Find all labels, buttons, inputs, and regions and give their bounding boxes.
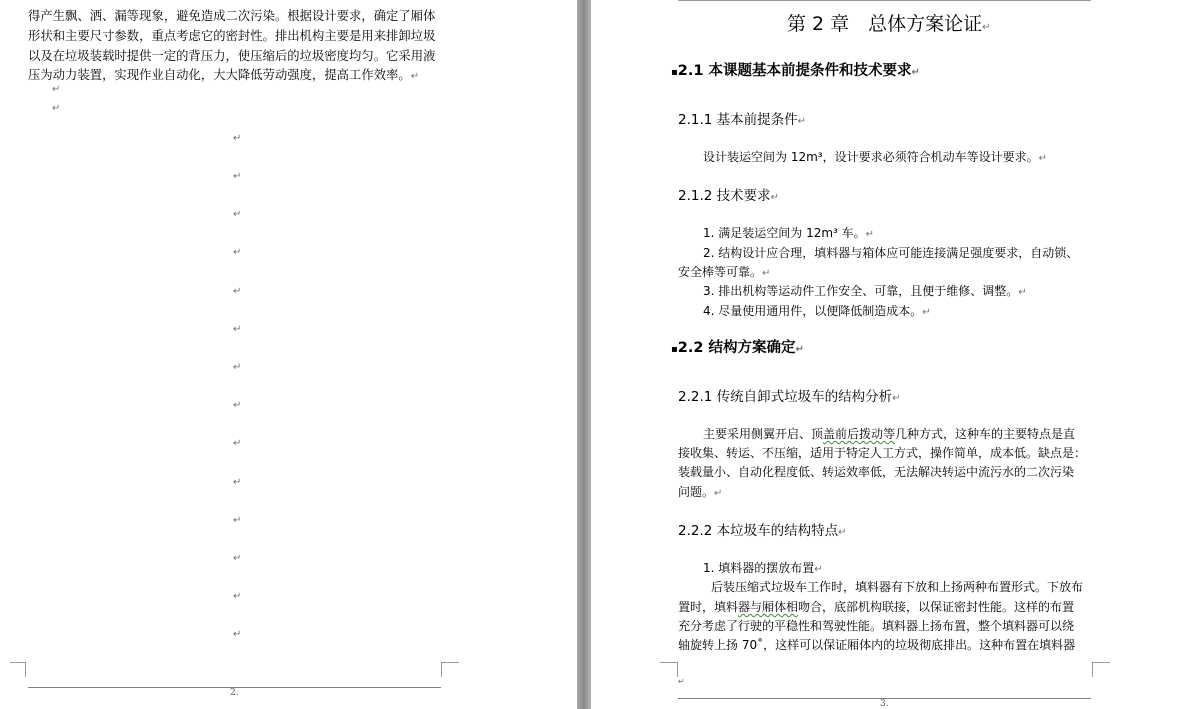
crop-mark [441, 662, 459, 677]
section-heading: ▪2.1 本课题基本前提条件和技术要求↵ [671, 63, 920, 79]
paragraph-mark-icon: ↵ [233, 515, 242, 526]
paragraph-mark-icon: ↵ [911, 67, 920, 78]
body-text-line: 主要采用侧翼开启、顶盖前后拨动等几种方式，这种车的主要特点是直 [703, 427, 1076, 441]
paragraph-mark-icon: ↵ [1018, 287, 1027, 298]
paragraph-mark-icon: ↵ [233, 324, 242, 335]
chapter-title: 第 2 章 总体方案论证↵ [787, 13, 991, 35]
body-text-line: 装载量小、自动化程度低、转运效率低，无法解决转运中流污水的二次污染 [678, 465, 1075, 479]
body-text-line: 压为动力装置，实现作业自动化，大大降低劳动强度，提高工作效率。↵ [28, 68, 420, 82]
paragraph-mark-icon: ↵ [838, 527, 847, 538]
list-item: 2. 结构设计应合理，填料器与箱体应可能连接满足强度要求，自动锁、 [703, 246, 1079, 260]
paragraph-mark-icon: ↵ [233, 477, 242, 488]
body-text-line: 形状和主要尺寸参数，重点考虑它的密封性。排出机构主要是用来排卸垃圾 [28, 29, 436, 43]
paragraph-mark-icon: ↵ [982, 22, 991, 33]
page-gap [577, 0, 591, 709]
paragraph-mark-icon: ↵ [922, 307, 931, 318]
paragraph-mark-icon: ↵ [233, 438, 242, 449]
body-text-line: 充分考虑了行驶的平稳性和驾驶性能。填料器上扬布置，整个填料器可以绕 [678, 619, 1075, 633]
paragraph-mark-icon: ↵ [233, 400, 242, 411]
paragraph-mark-icon: ↵ [410, 71, 420, 82]
page-number: 2. [230, 688, 239, 698]
subsection-heading: 2.2.1 传统自卸式垃圾车的结构分析↵ [678, 389, 901, 405]
body-text-line: 得产生飘、洒、漏等现象，避免造成二次污染。根据设计要求，确定了厢体 [28, 9, 436, 23]
document-page-right [591, 0, 1177, 709]
document-page-left [0, 0, 577, 709]
paragraph-mark-icon: ↵ [52, 103, 61, 114]
paragraph-mark-icon: ↵ [233, 362, 242, 373]
paragraph-mark-icon: ↵ [795, 344, 804, 355]
list-item: 1. 填料器的摆放布置↵ [703, 561, 823, 575]
paragraph-mark-icon: ↵ [52, 84, 61, 95]
subsection-heading: 2.1.1 基本前提条件↵ [678, 112, 807, 128]
subsection-heading: 2.1.2 技术要求↵ [678, 188, 780, 204]
list-item: 1. 满足装运空间为 12m³ 车。↵ [703, 226, 875, 240]
subsection-heading: 2.2.2 本垃圾车的结构特点↵ [678, 523, 847, 539]
paragraph-mark-icon: ↵ [762, 268, 771, 279]
paragraph-mark-icon: ↵ [1038, 153, 1047, 164]
paragraph-mark-icon: ↵ [233, 247, 242, 258]
paragraph-mark-icon: ↵ [678, 677, 685, 686]
paragraph-mark-icon: ↵ [814, 564, 823, 575]
body-text-line: 设计装运空间为 12m³，设计要求必须符合机动车等设计要求。↵ [703, 150, 1047, 164]
paragraph-mark-icon: ↵ [770, 192, 780, 203]
body-text-line: 以及在垃圾装载时提供一定的背压力，使压缩后的垃圾密度均匀。它采用液 [28, 49, 436, 63]
crop-mark [10, 662, 26, 677]
list-item: 4. 尽量使用通用件，以便降低制造成本。↵ [703, 304, 931, 318]
paragraph-mark-icon: ↵ [233, 629, 242, 640]
paragraph-mark-icon: ↵ [233, 553, 242, 564]
body-text-line: 轴旋转上扬 70˚，这样可以保证厢体内的垃圾彻底排出。这种布置在填料器 [678, 638, 1076, 652]
page-number: 3. [880, 699, 889, 709]
paragraph-mark-icon: ↵ [233, 133, 242, 144]
header-line [678, 0, 1091, 1]
crop-mark [660, 662, 678, 677]
body-text-line: 置时，填料器与厢体相吻合，底部机构联接，以保证密封性能。这样的布置 [678, 600, 1075, 614]
body-text-line: 接收集、转运、不压缩，适用于特定人工方式，操作简单，成本低。缺点是： [678, 446, 1087, 460]
section-heading: ▪2.2 结构方案确定↵ [671, 340, 804, 356]
paragraph-mark-icon: ↵ [714, 488, 723, 499]
list-item: 3. 排出机构等运动件工作安全、可靠，且便于维修、调整。↵ [703, 284, 1027, 298]
list-item-continuation: 安全棒等可靠。↵ [678, 265, 771, 279]
paragraph-mark-icon: ↵ [233, 209, 242, 220]
body-text-line: 后装压缩式垃圾车工作时，填料器有下放和上扬两种布置形式。下放布 [711, 580, 1084, 594]
body-text-line: 问题。↵ [678, 485, 723, 499]
paragraph-mark-icon: ↵ [233, 171, 242, 182]
paragraph-mark-icon: ↵ [233, 286, 242, 297]
paragraph-mark-icon: ↵ [233, 591, 242, 602]
crop-mark [1092, 662, 1110, 677]
paragraph-mark-icon: ↵ [892, 393, 901, 404]
paragraph-mark-icon: ↵ [797, 116, 807, 127]
paragraph-mark-icon: ↵ [865, 229, 875, 240]
